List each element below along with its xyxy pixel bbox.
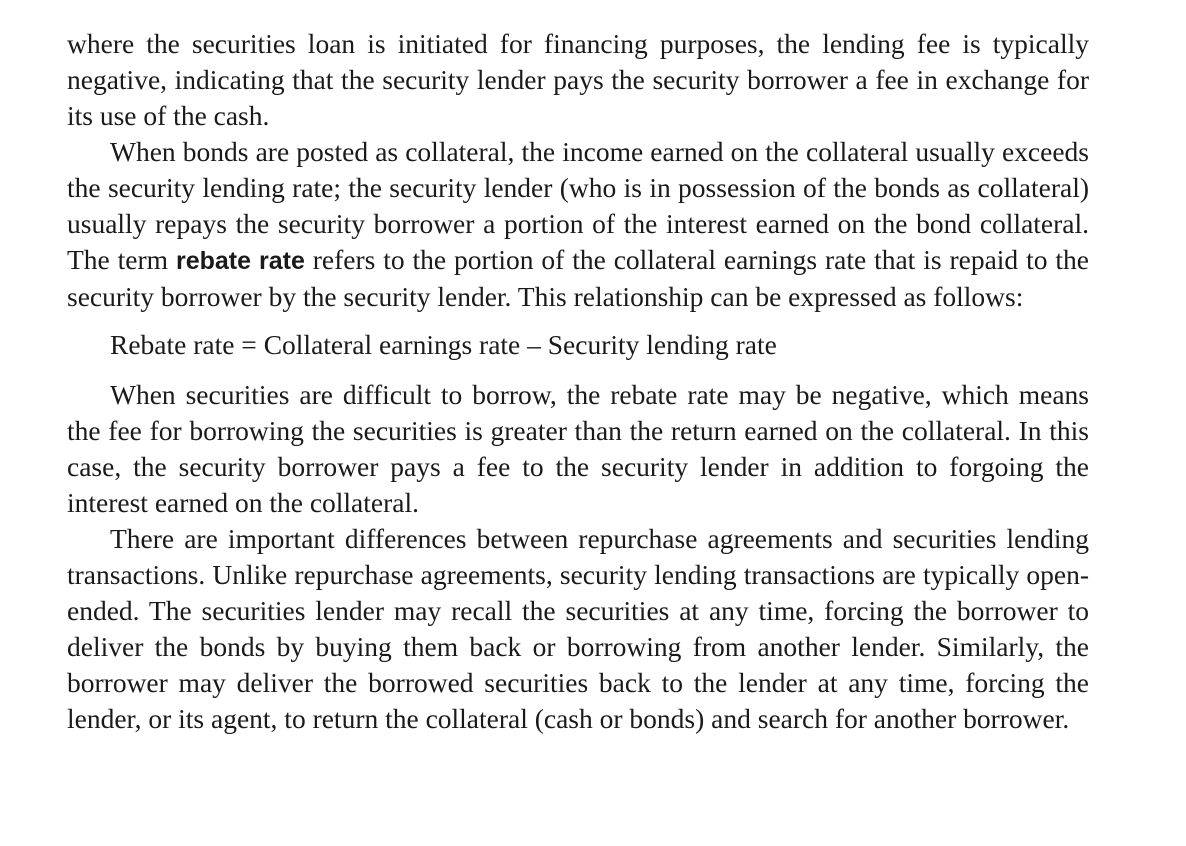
page-text xyxy=(67,26,1089,737)
paragraph-negative-rebate: When securities are difficult to borrow, the rebate rate may be negative, which means the fee for borrowing the securities is greater than the return earned on the collateral. In this case, the security borrower pays a fee to the security lender in addition to forgoing the interest earned on the collateral. xyxy=(67,379,1089,518)
paragraph-rebate-rate xyxy=(67,134,1089,315)
rebate-rate-equation: Rebate rate = Collateral earnings rate – Security lending rate xyxy=(110,329,777,360)
paragraph-rebate-rate-after: refers to the portion of the collateral earnings rate that is repaid to the security borrower by the security lender. This relationship can be expressed as follows: xyxy=(67,244,1089,312)
paragraph-rebate-rate-before: When bonds are posted as collateral, the income earned on the collateral usually exceeds the security lending rate; the security lender (who is in possession of the bonds as collateral) usually repays the security borrower a portion of the interest earned on the bond collateral. The term xyxy=(67,136,1089,275)
paragraph-financing-fee: where the securities loan is initiated for financing purposes, the lending fee is typically negative, indicating that the security lender pays the security borrower a fee in exchange for its use of the cash. xyxy=(67,28,1089,131)
paragraph-differences: There are important differences between repurchase agreements and securities lending transactions. Unlike repurchase agreements, security lending transactions are typically open-ended. The securities lender may recall the securities at any time, forcing the borrower to deliver the bonds by buying them back or borrowing from another lender. Similarly, the borrower may deliver the borrowed securities back to the lender at any time, forcing the lender, or its agent, to return the collateral (cash or bonds) and search for another borrower. xyxy=(67,523,1089,734)
term-rebate-rate: rebate rate xyxy=(175,247,305,275)
